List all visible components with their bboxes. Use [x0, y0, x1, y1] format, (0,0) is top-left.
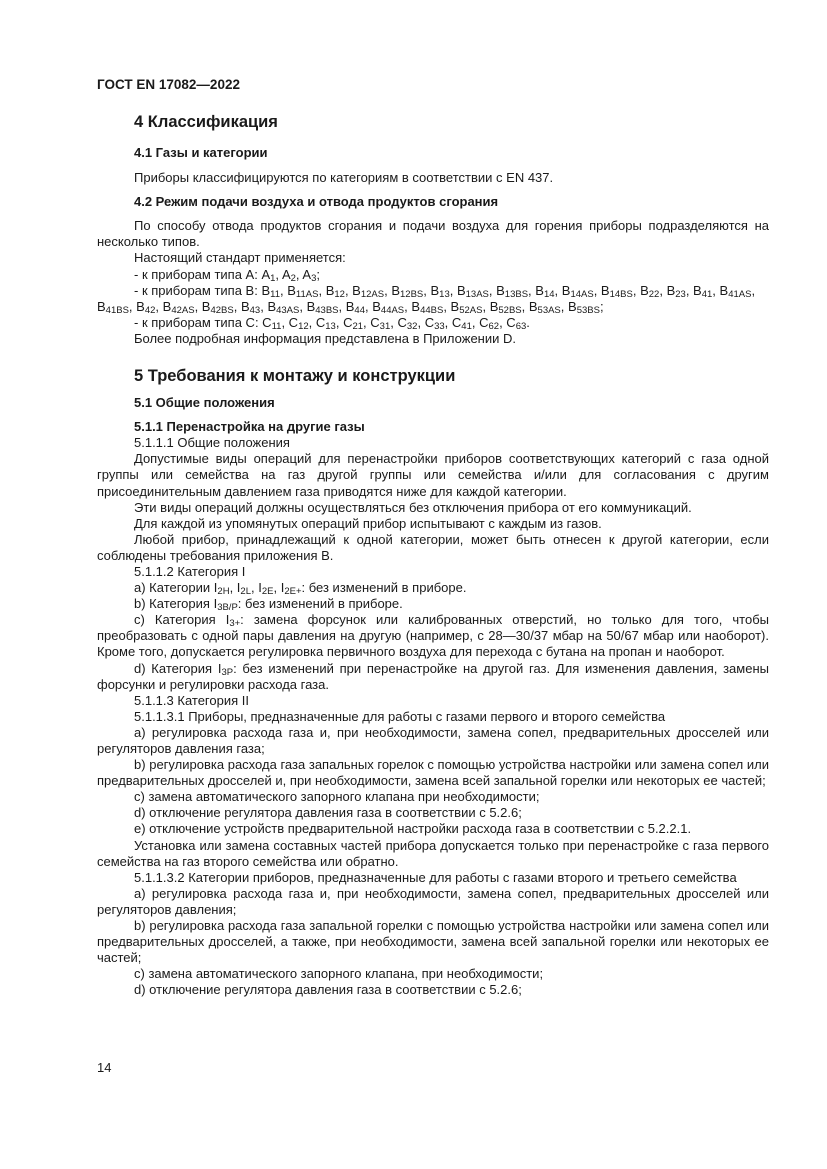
- list1-item-d: d) отключение регулятора давления газа в соответствии с 5.2.6;: [134, 805, 522, 821]
- type-b-list: - к приборам типа В: $B_{11}$, $B_{11AS}$, $B_{12}$, $B_{12AS}$, $B_{12BS}$, $B_{13}$, $B_{13AS}$, $B_{13BS}$, $B_{14}$, $B_{14AS}$, $B_{14BS}$, $B_{22}$, $B_{23}$, $B_{41}$, $B_{41AS}$, $B_{41BS}$, $B_{42}$, $B_{42AS}$, $B_{42BS}$, $B_{43}$, $B_{43AS}$, $B_{43BS}$, $B_{44}$, $B_{44AS}$, $B_{44BS}$, $B_{52AS}$, $B_{52BS}$, $B_{53AS}$, $B_{53BS}$;: [97, 282, 756, 316]
- page-number: 14: [97, 1060, 112, 1075]
- section-4-title: 4 Классификация: [134, 113, 278, 131]
- category-item-d: d) Категория $I_{3P}$: без изменений при перенастройке на другой газ. Для изменения давления, замены форсунки и регулировки расхода газа.: [97, 660, 769, 692]
- list2-item-b: b) регулировка расхода газа запальной горелки с помощью устройства настройки или замена сопел или предварительных дросселей, а также, при необходимости, замена всей запальной горелки или некоторых ее частей;: [97, 918, 769, 966]
- category-item-c: c) Категория $I_{3+}$: замена форсунок или калиброванных отверстий, но только для того, чтобы преобразовать с одной пары давления на другую (например, с 28—30/37 мбар на 50/67 мбар или наоборот). Кроме того, допускается регулировка первичного воздуха для перехода с бутана на пропан и наоборот.: [97, 612, 769, 660]
- section-5-1-1-1-para-1: Допустимые виды операций для перенастройки приборов соответствующих категорий с газа одной группы или семейства на газ другой группы или семейства и/или для согласования с другим присоединительным давлением газа приводятся ниже для каждой категории.: [97, 451, 769, 499]
- section-4-1-text: Приборы классифицируются по категориям в соответствии с EN 437.: [134, 170, 554, 186]
- section-5-1-1-1-para-2: Эти виды операций должны осуществляться без отключения прибора от его коммуникаций.: [134, 499, 692, 515]
- list2-item-c: c) замена автоматического запорного клапана, при необходимости;: [134, 966, 544, 982]
- section-4-2-title: 4.2 Режим подачи воздуха и отвода продуктов сгорания: [134, 194, 499, 210]
- section-4-1-title: 4.1 Газы и категории: [134, 145, 268, 160]
- category-b-code: $I_{3B/P}$: [213, 596, 238, 614]
- section-5-1-1-1-para-3: Для каждой из упомянутых операций прибор испытывают с каждым из газов.: [134, 515, 602, 531]
- section-5-1-1-3-2-heading: 5.1.1.3.2 Категории приборов, предназначенные для работы с газами второго и третьего семейства: [134, 869, 737, 885]
- document-header: ГОСТ EN 17082—2022: [97, 77, 240, 92]
- list2-item-a: a) регулировка расхода газа и, при необходимости, замена сопел, предварительных дросселей или регуляторов давления;: [97, 885, 769, 917]
- category-c-code: $I_{3+}$: [225, 612, 241, 630]
- category-d-code: $I_{3P}$: [217, 660, 234, 678]
- list1-item-e: e) отключение устройств предварительной настройки расхода газа в соответствии с 5.2.2.1.: [134, 821, 692, 837]
- type-a-codes: $A_1$, $A_2$, $A_3$;: [261, 266, 321, 284]
- section-5-1-1-2-heading: 5.1.1.2 Категория I: [134, 563, 246, 579]
- section-5-1-title: 5.1 Общие положения: [134, 395, 275, 411]
- section-5-1-1-1-para-4: Любой прибор, принадлежащий к одной категории, может быть отнесен к другой категории, если соблюдены требования приложения В.: [97, 531, 769, 563]
- type-c-list: - к приборам типа С: $C_{11}$, $C_{12}$, $C_{13}$, $C_{21}$, $C_{31}$, $C_{32}$, $C_{33}$, $C_{41}$, $C_{62}$, $C_{63}$.: [134, 314, 530, 332]
- section-4-2-para-1: По способу отвода продуктов сгорания и подачи воздуха для горения приборы подразделяются на несколько типов.: [97, 218, 769, 250]
- section-5-1-1-1-heading: 5.1.1.1 Общие положения: [134, 435, 290, 451]
- section-5-1-1-3-heading: 5.1.1.3 Категория II: [134, 692, 249, 708]
- list1-note: Установка или замена составных частей прибора допускается только при перенастройке с газа первого семейства на газ второго семейства или обратно.: [97, 837, 769, 869]
- category-a-codes: $I_{2H}$, $I_{2L}$, $I_{2E}$, $I_{2E+}$: [213, 580, 302, 598]
- type-b-codes: $B_{11}$, $B_{11AS}$, $B_{12}$, $B_{12AS}$, $B_{12BS}$, $B_{13}$, $B_{13AS}$, $B_{13BS}$, $B_{14}$, $B_{14AS}$, $B_{14BS}$, $B_{22}$, $B_{23}$, $B_{41}$, $B_{41AS}$, $B_{41BS}$, $B_{42}$, $B_{42AS}$, $B_{42BS}$, $B_{43}$, $B_{43AS}$, $B_{43BS}$, $B_{44}$, $B_{44AS}$, $B_{44BS}$, $B_{52AS}$, $B_{52BS}$, $B_{53AS}$, $B_{53BS}$;: [97, 282, 756, 316]
- section-5-1-1-title: 5.1.1 Перенастройка на другие газы: [134, 419, 365, 435]
- category-item-b: b) Категория $I_{3B/P}$: без изменений в приборе.: [134, 596, 403, 614]
- type-c-codes: $C_{11}$, $C_{12}$, $C_{13}$, $C_{21}$, $C_{31}$, $C_{32}$, $C_{33}$, $C_{41}$, $C_{62}$, $C_{63}$.: [262, 314, 530, 332]
- page-content: [97, 112, 769, 999]
- type-a-list: - к приборам типа А: $A_1$, $A_2$, $A_3$;: [134, 266, 321, 284]
- section-4-2-para-2: Настоящий стандарт применяется:: [134, 250, 346, 266]
- list1-item-b: b) регулировка расхода газа запальных горелок с помощью устройства настройки или замена сопел или предварительных дросселей и, при необходимости, замена всей запальной горелки или некоторых ее частей;: [97, 757, 769, 789]
- section-5-1-1-3-1-heading: 5.1.1.3.1 Приборы, предназначенные для работы с газами первого и второго семейства: [134, 708, 666, 724]
- list1-item-c: c) замена автоматического запорного клапана при необходимости;: [134, 789, 540, 805]
- list2-item-d: d) отключение регулятора давления газа в соответствии с 5.2.6;: [134, 982, 522, 998]
- section-5-title: 5 Требования к монтажу и конструкции: [134, 367, 456, 386]
- section-4-2-para-3: Более подробная информация представлена в Приложении D.: [134, 330, 516, 346]
- list1-item-a: a) регулировка расхода газа и, при необходимости, замена сопел, предварительных дросселей или регуляторов давления газа;: [97, 724, 769, 756]
- category-item-a: a) Категории $I_{2H}$, $I_{2L}$, $I_{2E}$, $I_{2E+}$: без изменений в приборе.: [134, 580, 467, 598]
